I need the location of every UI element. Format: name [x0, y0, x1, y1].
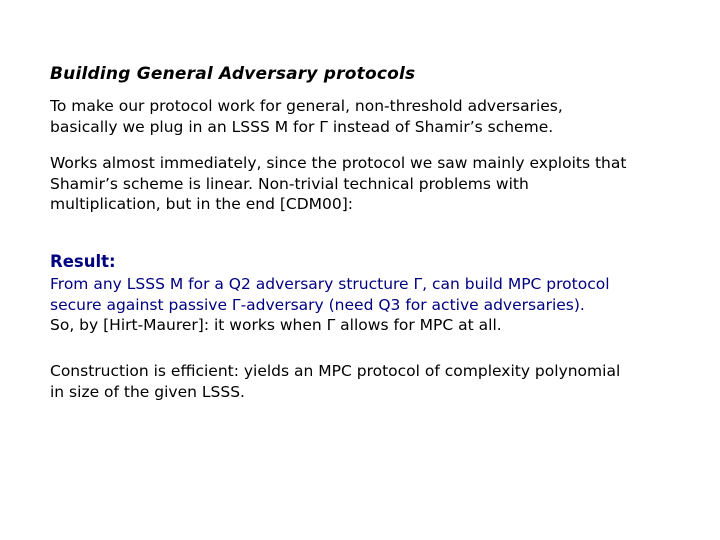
- works-line-1: Works almost immediately, since the protocol we saw mainly exploits that: [50, 154, 627, 172]
- result-heading: Result:: [50, 252, 116, 271]
- intro-line-2: basically we plug in an LSSS M for Γ instead of Shamir’s scheme.: [50, 117, 554, 136]
- result-paragraph: [50, 274, 610, 336]
- intro-paragraph: [50, 96, 563, 137]
- result-conclusion: So, by [Hirt-Maurer]: it works when Γ allows for MPC at all.: [50, 316, 502, 334]
- construction-line-1: Construction is efficient: yields an MPC protocol of complexity polynomial: [50, 362, 621, 380]
- works-paragraph: [50, 153, 626, 215]
- result-line-1: From any LSSS M for a Q2 adversary structure Γ, can build MPC protocol: [50, 275, 610, 293]
- slide-title: Building General Adversary protocols: [50, 64, 416, 84]
- construction-line-2: in size of the given LSSS.: [50, 382, 245, 401]
- works-line-3: multiplication, but in the end [CDM00]:: [50, 195, 354, 213]
- works-line-2: Shamir’s scheme is linear. Non-trivial technical problems with: [50, 174, 529, 193]
- construction-paragraph: [50, 361, 620, 402]
- result-line-2: secure against passive Γ-adversary (need Q3 for active adversaries).: [50, 295, 585, 314]
- intro-line-1: To make our protocol work for general, non-threshold adversaries,: [50, 97, 563, 115]
